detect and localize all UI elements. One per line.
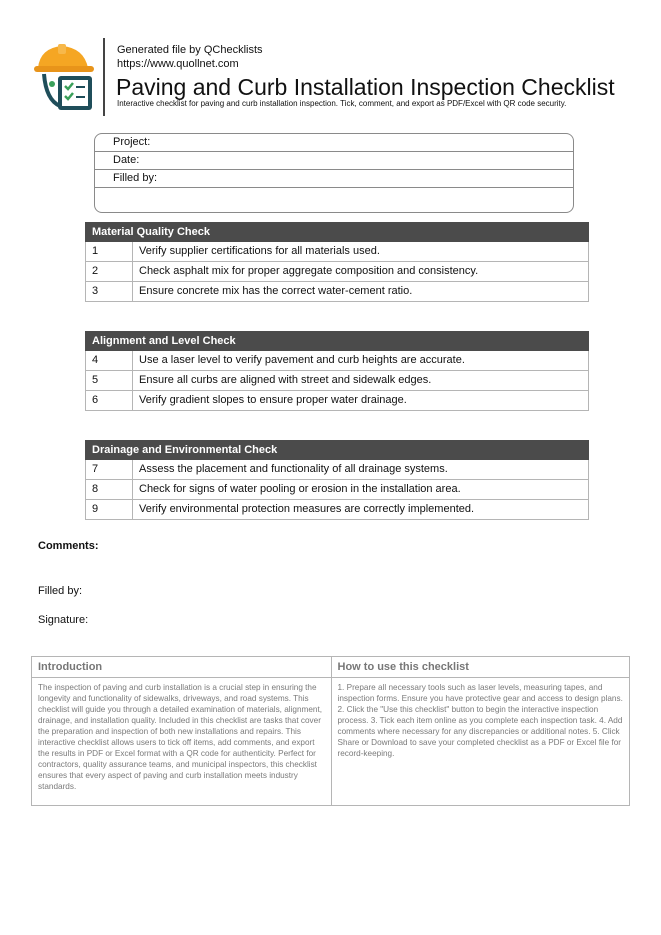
checklist-row[interactable]: [85, 262, 589, 282]
item-text: Check asphalt mix for proper aggregate composition and consistency.: [139, 265, 479, 277]
date-field[interactable]: Date:: [95, 152, 573, 170]
checklist-helmet-logo: [32, 40, 100, 112]
checklist-row[interactable]: [85, 351, 589, 371]
section-header: Drainage and Environmental Check: [85, 440, 589, 460]
section-alignment-level: [85, 331, 589, 411]
item-text: Assess the placement and functionality of all drainage systems.: [139, 463, 448, 475]
section-drainage-environmental: [85, 440, 589, 520]
filled-by-field[interactable]: Filled by:: [95, 170, 573, 188]
page-title: Paving and Curb Installation Inspection Checklist: [116, 74, 615, 100]
checklist-row[interactable]: [85, 460, 589, 480]
item-text: Ensure concrete mix has the correct water-cement ratio.: [139, 285, 413, 297]
item-number: 1: [86, 242, 133, 261]
intro-heading: Introduction: [32, 657, 331, 678]
item-text: Check for signs of water pooling or erosion in the installation area.: [139, 483, 461, 495]
item-text: Verify environmental protection measures are correctly implemented.: [139, 503, 475, 515]
checklist-row[interactable]: [85, 480, 589, 500]
project-field[interactable]: Project:: [95, 134, 573, 152]
item-number: 2: [86, 262, 133, 281]
item-number: 4: [86, 351, 133, 370]
intro-column: [32, 657, 331, 805]
info-empty-row: [95, 188, 573, 206]
item-number: 6: [86, 391, 133, 410]
howto-heading: How to use this checklist: [332, 657, 630, 678]
checklist-row[interactable]: [85, 391, 589, 411]
website-link[interactable]: https://www.quollnet.com: [117, 58, 239, 70]
generated-by-text: Generated file by QChecklists: [117, 44, 263, 56]
section-header: Material Quality Check: [85, 222, 589, 242]
item-number: 9: [86, 500, 133, 519]
section-header: Alignment and Level Check: [85, 331, 589, 351]
comments-label: Comments:: [38, 540, 99, 552]
item-text: Verify supplier certifications for all materials used.: [139, 245, 380, 257]
page-subtitle: Interactive checklist for paving and curb installation inspection. Tick, comment, and export as PDF/Excel with QR code security.: [117, 99, 567, 108]
header-divider: [103, 38, 105, 116]
item-number: 5: [86, 371, 133, 390]
checklist-row[interactable]: [85, 500, 589, 520]
item-number: 8: [86, 480, 133, 499]
howto-column: [331, 657, 630, 805]
checklist-row[interactable]: [85, 282, 589, 302]
filled-by-label: Filled by:: [38, 585, 83, 597]
info-box: [94, 133, 574, 213]
checklist-row[interactable]: [85, 371, 589, 391]
signature-label: Signature:: [38, 614, 89, 626]
intro-body: The inspection of paving and curb installation is a crucial step in ensuring the longevity and functionality of sidewalks, driveways, and road systems. This checklist will guide you through a detailed examination of materials, alignment, drainage, and installation quality. Included in this checklist are tasks that cover the preparation and inspection of both new installations and repairs. This interactive checklist allows users to tick off items, add comments, and export the results in PDF or Excel format with a QR code for authenticity. Perfect for contractors, quality assurance teams, and municipal inspectors, this checklist ensures that every aspect of paving and curb installation meets industry standards.: [38, 683, 322, 791]
item-number: 7: [86, 460, 133, 479]
item-text: Verify gradient slopes to ensure proper water drainage.: [139, 394, 407, 406]
item-text: Ensure all curbs are aligned with street and sidewalk edges.: [139, 374, 432, 386]
section-material-quality: [85, 222, 589, 302]
howto-body: 1. Prepare all necessary tools such as laser levels, measuring tapes, and inspection forms. Ensure you have protective gear and access to design plans. 2. Click the "Use this checklist" button to begin the interactive inspection process. 3. Tick each item online as you complete each inspection task. 4. Add comments where necessary for any discrepancies or additional notes. 5. Click Share or Download to save your completed checklist as a PDF or Excel file for record-keeping.: [337, 683, 623, 758]
checklist-row[interactable]: [85, 242, 589, 262]
intro-table: [31, 656, 630, 806]
item-number: 3: [86, 282, 133, 301]
item-text: Use a laser level to verify pavement and curb heights are accurate.: [139, 354, 465, 366]
